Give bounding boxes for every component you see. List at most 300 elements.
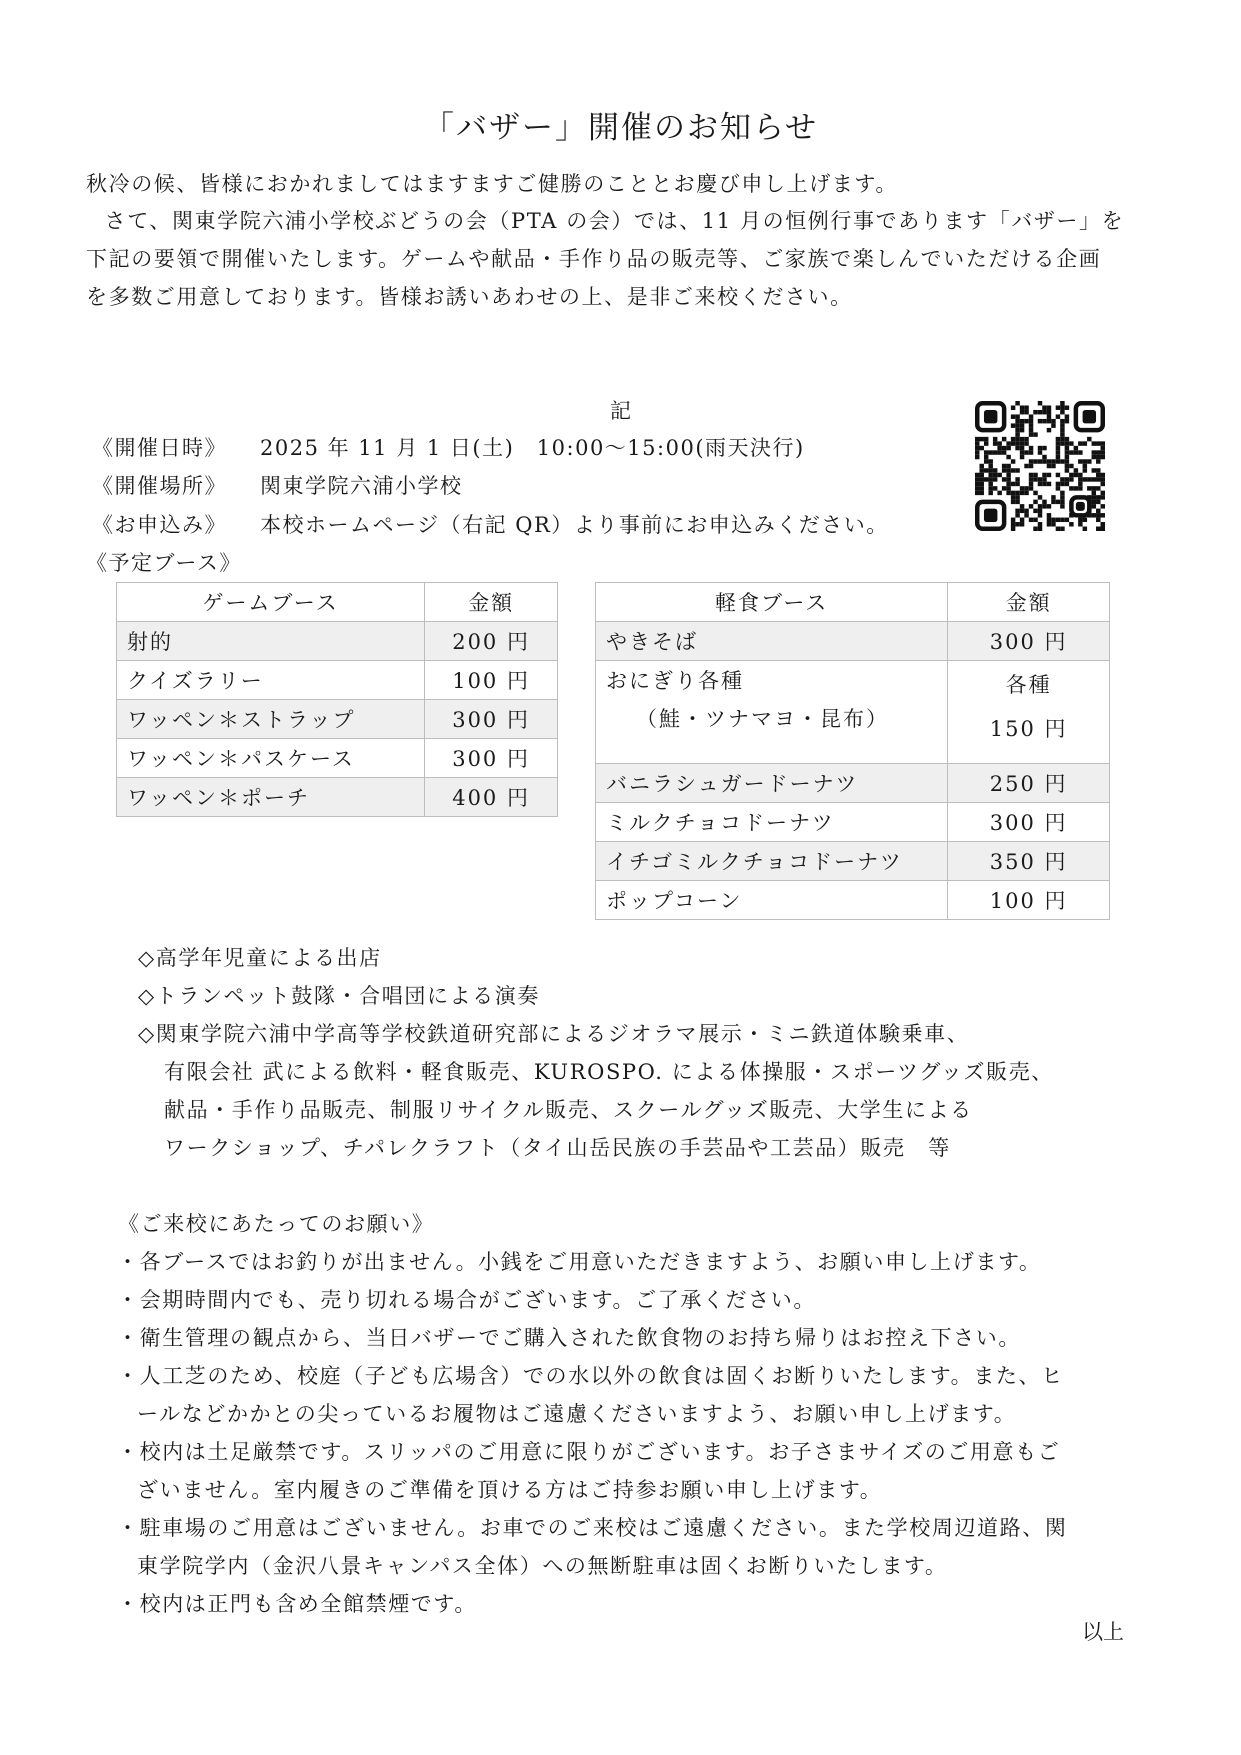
- qr-module: [1011, 437, 1015, 441]
- qr-module: [1060, 441, 1064, 445]
- qr-module: [988, 477, 992, 481]
- qr-module: [979, 486, 983, 490]
- qr-module: [993, 477, 997, 481]
- qr-module: [1042, 473, 1046, 477]
- qr-module: [993, 441, 997, 445]
- qr-module: [1078, 518, 1082, 522]
- qr-module: [1069, 473, 1073, 477]
- qr-module: [1015, 432, 1019, 436]
- qr-module: [1074, 486, 1078, 490]
- qr-module: [1083, 441, 1087, 445]
- qr-module: [984, 459, 988, 463]
- qr-module: [1087, 477, 1091, 481]
- qr-module: [1020, 441, 1024, 445]
- qr-module: [1015, 468, 1019, 472]
- qr-module: [1092, 504, 1096, 508]
- food-item-onigiri-price: [948, 661, 1110, 764]
- qr-module: [1101, 455, 1105, 459]
- intro-line-3: 下記の要領で開催いたします。ゲームや献品・手作り品の販売等、ご家族で楽しんでいただける企画: [86, 247, 1102, 271]
- qr-module: [1056, 482, 1060, 486]
- page-title: 「バザー」開催のお知らせ: [422, 110, 819, 146]
- qr-module: [1078, 477, 1082, 481]
- table-row: [117, 661, 558, 700]
- qr-module: [1047, 473, 1051, 477]
- game-price-header: 金額: [425, 583, 558, 622]
- qr-module: [988, 482, 992, 486]
- qr-module: [1096, 468, 1100, 472]
- info-apply-row: [92, 509, 889, 539]
- qr-module: [979, 446, 983, 450]
- qr-module: [979, 482, 983, 486]
- qr-module: [1011, 468, 1015, 472]
- qr-module: [1024, 410, 1028, 414]
- qr-module: [997, 450, 1001, 454]
- qr-module: [1033, 473, 1037, 477]
- table-header-row: [117, 583, 558, 622]
- qr-module: [1065, 477, 1069, 481]
- qr-module: [1047, 428, 1051, 432]
- qr-module: [1092, 486, 1096, 490]
- qr-module: [1020, 486, 1024, 490]
- game-item-price: 400 円: [425, 778, 558, 817]
- qr-module: [975, 473, 979, 477]
- note-2: ◇トランペット鼓隊・合唱団による演奏: [138, 984, 540, 1008]
- qr-module: [1060, 527, 1064, 531]
- qr-module: [1011, 527, 1015, 531]
- qr-module: [1029, 477, 1033, 481]
- qr-module: [1006, 455, 1010, 459]
- table-row: [596, 661, 1110, 764]
- qr-module: [1069, 477, 1073, 481]
- qr-module: [1011, 500, 1015, 504]
- info-apply-label: 《お申込み》: [92, 513, 227, 537]
- table-row: [596, 764, 1110, 803]
- qr-finder-inner: [984, 509, 997, 522]
- qr-module: [1033, 410, 1037, 414]
- qr-module: [1065, 437, 1069, 441]
- qr-module: [1047, 482, 1051, 486]
- qr-module: [1015, 428, 1019, 432]
- qr-module: [1083, 527, 1087, 531]
- onigiri-sub: （鮭・ツナマヨ・昆布）: [636, 707, 889, 731]
- qr-module: [1069, 486, 1073, 490]
- qr-module: [997, 441, 1001, 445]
- food-item-price: 250 円: [948, 764, 1110, 803]
- qr-module: [1056, 500, 1060, 504]
- qr-module: [1042, 477, 1046, 481]
- qr-module: [1078, 459, 1082, 463]
- qr-module: [1033, 491, 1037, 495]
- qr-module: [1051, 522, 1055, 526]
- qr-module: [1002, 437, 1006, 441]
- qr-module: [984, 468, 988, 472]
- qr-module: [1056, 405, 1060, 409]
- qr-module: [1060, 477, 1064, 481]
- qr-module: [1101, 473, 1105, 477]
- qr-module: [1015, 500, 1019, 504]
- qr-module: [1060, 423, 1064, 427]
- qr-module: [1015, 414, 1019, 418]
- qr-module: [1078, 486, 1082, 490]
- qr-module: [1056, 437, 1060, 441]
- qr-module: [1083, 459, 1087, 463]
- qr-module: [1065, 459, 1069, 463]
- table-row: [596, 881, 1110, 920]
- qr-module: [1020, 446, 1024, 450]
- qr-module: [1015, 513, 1019, 517]
- qr-module: [1096, 509, 1100, 513]
- qr-module: [1065, 518, 1069, 522]
- qr-module: [1006, 491, 1010, 495]
- qr-module: [1006, 446, 1010, 450]
- qr-module: [1051, 500, 1055, 504]
- request-6-cont: 東学院学内（金沢八景キャンパス全体）への無断駐車は固くお断りいたします。: [137, 1554, 948, 1578]
- qr-module: [1020, 509, 1024, 513]
- qr-module: [1011, 414, 1015, 418]
- game-item-name: クイズラリー: [117, 661, 425, 700]
- qr-module: [1029, 432, 1033, 436]
- qr-module: [1015, 419, 1019, 423]
- qr-module: [1060, 500, 1064, 504]
- food-item-name: バニラシュガードーナツ: [596, 764, 948, 803]
- qr-module: [1051, 423, 1055, 427]
- ki-heading: 記: [610, 399, 631, 423]
- food-item-name: イチゴミルクチョコドーナツ: [596, 842, 948, 881]
- qr-module: [1069, 450, 1073, 454]
- qr-module: [993, 437, 997, 441]
- qr-module: [1060, 419, 1064, 423]
- qr-module: [1002, 464, 1006, 468]
- request-6: ・駐車場のご用意はございません。お車でのご来校はご遠慮ください。また学校周辺道路、関: [117, 1516, 1068, 1540]
- qr-module: [988, 473, 992, 477]
- qr-module: [1092, 513, 1096, 517]
- request-4-cont: ールなどかかとの尖っているお履物はご遠慮くださいますよう、お願い申し上げます。: [137, 1402, 1017, 1426]
- qr-module: [1033, 527, 1037, 531]
- qr-module: [1006, 482, 1010, 486]
- qr-module: [1101, 482, 1105, 486]
- qr-module: [993, 486, 997, 490]
- qr-module: [1101, 522, 1105, 526]
- qr-module: [1029, 459, 1033, 463]
- qr-module: [1096, 500, 1100, 504]
- qr-module: [1047, 504, 1051, 508]
- qr-module: [1020, 419, 1024, 423]
- qr-module: [979, 464, 983, 468]
- qr-module: [1038, 504, 1042, 508]
- qr-module: [1042, 410, 1046, 414]
- qr-module: [1006, 473, 1010, 477]
- note-1: ◇高学年児童による出店: [138, 946, 382, 970]
- qr-module: [1060, 459, 1064, 463]
- request-5: ・校内は土足厳禁です。スリッパのご用意に限りがございます。お子さまサイズのご用意もご: [117, 1440, 1061, 1464]
- requests-heading: 《ご来校にあたってのお願い》: [118, 1212, 435, 1236]
- qr-module: [1024, 405, 1028, 409]
- qr-module: [1015, 423, 1019, 427]
- info-place-label: 《開催場所》: [92, 474, 227, 498]
- table-row: [117, 700, 558, 739]
- qr-module: [1096, 459, 1100, 463]
- qr-module: [1060, 428, 1064, 432]
- qr-module: [1015, 437, 1019, 441]
- food-booth-header: 軽食ブース: [596, 583, 948, 622]
- qr-module: [1033, 477, 1037, 481]
- qr-module: [1029, 482, 1033, 486]
- qr-module: [988, 491, 992, 495]
- qr-module: [1029, 450, 1033, 454]
- qr-module: [1024, 437, 1028, 441]
- qr-module: [997, 473, 1001, 477]
- onigiri-name: おにぎり各種: [606, 669, 744, 693]
- qr-module: [1083, 468, 1087, 472]
- qr-finder-inner: [1083, 410, 1096, 423]
- qr-module: [1042, 405, 1046, 409]
- qr-module: [1011, 495, 1015, 499]
- qr-module: [1024, 491, 1028, 495]
- qr-module: [984, 437, 988, 441]
- table-row: [117, 739, 558, 778]
- table-row: [117, 622, 558, 661]
- table-header-row: [596, 583, 1110, 622]
- qr-module: [1047, 405, 1051, 409]
- qr-module: [1101, 477, 1105, 481]
- qr-module: [1042, 500, 1046, 504]
- qr-module: [1060, 518, 1064, 522]
- qr-module: [1015, 482, 1019, 486]
- qr-module: [1011, 459, 1015, 463]
- qr-module: [979, 491, 983, 495]
- qr-module: [1038, 477, 1042, 481]
- qr-module: [1038, 495, 1042, 499]
- qr-module: [1024, 419, 1028, 423]
- food-item-onigiri: [596, 661, 948, 764]
- qr-module: [1002, 486, 1006, 490]
- qr-module: [1092, 477, 1096, 481]
- qr-module: [1042, 482, 1046, 486]
- qr-module: [979, 473, 983, 477]
- food-item-name: やきそば: [596, 622, 948, 661]
- food-item-price: 100 円: [948, 881, 1110, 920]
- qr-module: [1051, 419, 1055, 423]
- note-3-cont-2: 献品・手作り品販売、制服リサイクル販売、スクールグッズ販売、大学生による: [164, 1098, 973, 1122]
- qr-module: [1092, 495, 1096, 499]
- qr-module: [1020, 522, 1024, 526]
- table-row: [596, 803, 1110, 842]
- qr-module: [1065, 455, 1069, 459]
- qr-module: [1029, 419, 1033, 423]
- qr-module: [1020, 410, 1024, 414]
- qr-module: [1065, 468, 1069, 472]
- qr-module: [1011, 441, 1015, 445]
- game-item-price: 300 円: [425, 739, 558, 778]
- qr-module: [1056, 527, 1060, 531]
- qr-module: [1096, 450, 1100, 454]
- game-item-name: ワッペン＊ストラップ: [117, 700, 425, 739]
- qr-module: [1038, 513, 1042, 517]
- qr-module: [1047, 410, 1051, 414]
- intro-line-1: 秋冷の候、皆様におかれましてはますますご健勝のこととお慶び申し上げます。: [86, 172, 898, 196]
- qr-module: [1096, 473, 1100, 477]
- food-item-name: ミルクチョコドーナツ: [596, 803, 948, 842]
- qr-module: [1024, 450, 1028, 454]
- qr-module: [1074, 450, 1078, 454]
- qr-module: [1038, 509, 1042, 513]
- qr-module: [1065, 482, 1069, 486]
- info-place-value: 関東学院六浦小学校: [260, 474, 463, 498]
- qr-module: [1101, 504, 1105, 508]
- qr-module: [975, 486, 979, 490]
- qr-module: [1065, 419, 1069, 423]
- qr-module: [1060, 432, 1064, 436]
- onigiri-price-top: 各種: [1005, 673, 1052, 697]
- qr-module: [1069, 522, 1073, 526]
- qr-code[interactable]: [975, 401, 1105, 531]
- qr-module: [1060, 405, 1064, 409]
- qr-module: [1101, 450, 1105, 454]
- qr-module: [1020, 405, 1024, 409]
- qr-module: [1065, 405, 1069, 409]
- qr-module: [1096, 518, 1100, 522]
- qr-module: [1042, 459, 1046, 463]
- qr-module: [1096, 495, 1100, 499]
- qr-module: [1092, 468, 1096, 472]
- request-3: ・衛生管理の観点から、当日バザーでご購入された飲食物のお持ち帰りはお控え下さい。: [117, 1326, 1021, 1350]
- qr-module: [1029, 423, 1033, 427]
- qr-module: [1047, 518, 1051, 522]
- intro-line-2: さて、関東学院六浦小学校ぶどうの会（PTA の会）では、11 月の恒例行事であります「バザー」を: [82, 209, 1125, 233]
- qr-module: [1038, 419, 1042, 423]
- qr-module: [1011, 518, 1015, 522]
- qr-module: [975, 455, 979, 459]
- request-5-cont: ざいません。室内履きのご準備を頂ける方はご持参お願い申し上げます。: [137, 1478, 883, 1502]
- qr-module: [1065, 414, 1069, 418]
- qr-module: [1096, 455, 1100, 459]
- qr-module: [1029, 428, 1033, 432]
- qr-module: [1060, 410, 1064, 414]
- info-date-value: 2025 年 11 月 1 日(土) 10:00～15:00(雨天決行): [260, 436, 805, 460]
- qr-module: [1033, 432, 1037, 436]
- qr-module: [1051, 459, 1055, 463]
- qr-module: [988, 468, 992, 472]
- qr-module: [1042, 504, 1046, 508]
- qr-module: [975, 437, 979, 441]
- qr-module: [1047, 522, 1051, 526]
- qr-module: [1060, 491, 1064, 495]
- qr-module: [1020, 423, 1024, 427]
- qr-module: [1060, 504, 1064, 508]
- game-item-price: 200 円: [425, 622, 558, 661]
- qr-module: [1006, 441, 1010, 445]
- qr-module: [1056, 441, 1060, 445]
- qr-module: [1083, 518, 1087, 522]
- qr-module: [1096, 527, 1100, 531]
- intro-line-4: を多数ご用意しております。皆様お誘いあわせの上、是非ご来校ください。: [86, 285, 853, 309]
- qr-module: [1056, 450, 1060, 454]
- qr-module: [1078, 482, 1082, 486]
- qr-module: [1065, 464, 1069, 468]
- onigiri-price-bottom: 150 円: [989, 717, 1068, 741]
- qr-module: [1015, 401, 1019, 405]
- qr-module: [1069, 441, 1073, 445]
- qr-module: [1078, 473, 1082, 477]
- qr-module: [1011, 423, 1015, 427]
- qr-module: [988, 450, 992, 454]
- qr-module: [1020, 504, 1024, 508]
- game-item-price: 100 円: [425, 661, 558, 700]
- qr-module: [1020, 428, 1024, 432]
- qr-module: [1024, 464, 1028, 468]
- qr-module: [1029, 486, 1033, 490]
- qr-module: [1074, 468, 1078, 472]
- qr-module: [1015, 477, 1019, 481]
- qr-module: [1047, 464, 1051, 468]
- booth-heading: 《予定ブース》: [86, 551, 242, 575]
- qr-module: [1038, 522, 1042, 526]
- qr-module: [1101, 491, 1105, 495]
- qr-module: [1092, 455, 1096, 459]
- qr-module: [984, 477, 988, 481]
- qr-module: [1092, 491, 1096, 495]
- food-item-name: ポップコーン: [596, 881, 948, 920]
- qr-module: [1029, 504, 1033, 508]
- qr-module: [1015, 495, 1019, 499]
- qr-module: [1033, 518, 1037, 522]
- qr-module: [1051, 495, 1055, 499]
- qr-module: [1029, 518, 1033, 522]
- qr-module: [1033, 459, 1037, 463]
- game-item-name: ワッペン＊ポーチ: [117, 778, 425, 817]
- qr-module: [975, 441, 979, 445]
- qr-module: [1074, 473, 1078, 477]
- qr-module: [1024, 509, 1028, 513]
- qr-module: [975, 477, 979, 481]
- qr-module: [1029, 446, 1033, 450]
- qr-module: [1096, 486, 1100, 490]
- qr-module: [988, 459, 992, 463]
- qr-module: [1060, 401, 1064, 405]
- qr-module: [1015, 441, 1019, 445]
- qr-module: [984, 455, 988, 459]
- qr-module: [1029, 473, 1033, 477]
- food-item-price: 300 円: [948, 803, 1110, 842]
- qr-module: [1101, 495, 1105, 499]
- qr-module: [975, 482, 979, 486]
- info-place-row: [92, 470, 463, 500]
- qr-module: [1024, 513, 1028, 517]
- qr-module: [1042, 446, 1046, 450]
- table-row: [596, 622, 1110, 661]
- game-item-price: 300 円: [425, 700, 558, 739]
- qr-module: [988, 464, 992, 468]
- note-3: ◇関東学院六浦中学高等学校鉄道研究部によるジオラマ展示・ミニ鉄道体験乗車、: [138, 1022, 970, 1046]
- qr-module: [1038, 446, 1042, 450]
- qr-module: [1060, 437, 1064, 441]
- qr-module: [1087, 459, 1091, 463]
- info-date-row: [92, 432, 805, 462]
- qr-module: [1006, 486, 1010, 490]
- qr-module: [1101, 513, 1105, 517]
- qr-module: [1101, 441, 1105, 445]
- qr-module: [1065, 441, 1069, 445]
- qr-module: [975, 491, 979, 495]
- qr-module: [1078, 450, 1082, 454]
- qr-module: [1056, 473, 1060, 477]
- qr-module: [1020, 455, 1024, 459]
- qr-module: [1056, 414, 1060, 418]
- qr-module: [1033, 500, 1037, 504]
- qr-module: [1006, 477, 1010, 481]
- qr-module: [1087, 486, 1091, 490]
- qr-module: [1042, 419, 1046, 423]
